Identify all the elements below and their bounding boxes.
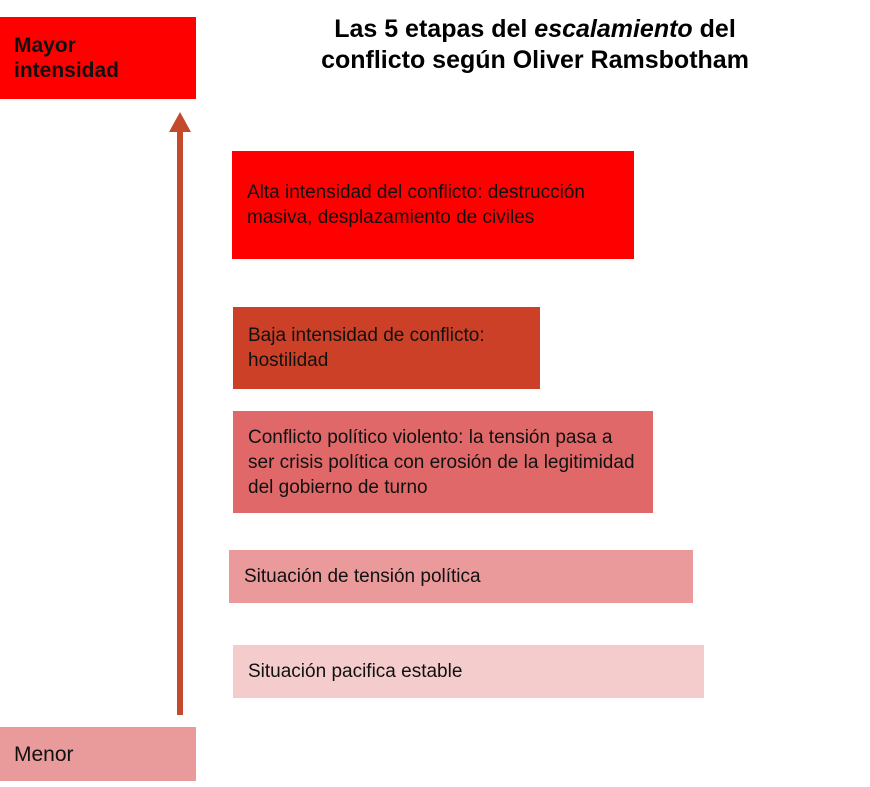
bottom-intensity-label: Menor bbox=[0, 727, 196, 781]
stage-2-political-tension: Situación de tensión política bbox=[229, 550, 693, 603]
top-intensity-label: Mayor intensidad bbox=[0, 17, 196, 99]
title-line-2: conflicto según Oliver Ramsbotham bbox=[321, 46, 749, 74]
stage-5-high-intensity: Alta intensidad del conflicto: destrucción masiva, desplazamiento de civiles bbox=[232, 151, 634, 259]
intensity-arrow bbox=[168, 112, 194, 715]
stage-4-low-intensity: Baja intensidad de conflicto: hostilidad bbox=[233, 307, 540, 389]
diagram-title bbox=[270, 14, 800, 76]
title-emphasis: escalamiento bbox=[534, 15, 693, 43]
arrow-head bbox=[169, 112, 191, 132]
title-line-1: Las 5 etapas del escalamiento del bbox=[334, 15, 736, 43]
stage-1-stable-peace: Situación pacifica estable bbox=[233, 645, 704, 698]
stage-3-violent-political-conflict: Conflicto político violento: la tensión pasa a ser crisis política con erosión de la legitimidad del gobierno de turno bbox=[233, 411, 653, 513]
